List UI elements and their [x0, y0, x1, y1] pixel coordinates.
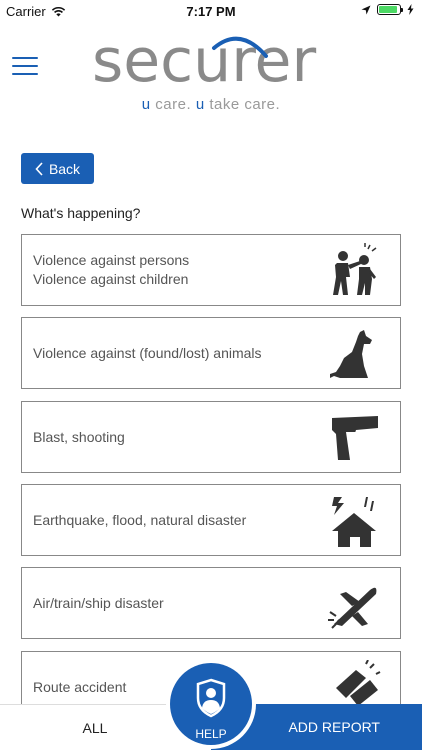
back-button[interactable]: [21, 153, 94, 184]
charging-bolt-icon: [407, 4, 414, 15]
fight-icon: [326, 243, 382, 299]
option-violence-animals[interactable]: [21, 317, 401, 389]
option-label: Blast, shooting: [33, 428, 125, 445]
securer-logo: [92, 20, 342, 100]
help-button[interactable]: [166, 659, 256, 749]
location-arrow-icon: [361, 5, 371, 15]
logo-arc-icon: [210, 30, 270, 60]
carrier-label: Carrier: [6, 4, 46, 19]
option-label: Earthquake, flood, natural disaster: [33, 511, 247, 528]
option-label-secondary: Violence against children: [33, 271, 189, 287]
chevron-left-icon: [35, 162, 43, 176]
all-tab[interactable]: ALL: [0, 704, 210, 750]
option-label: Violence against (found/lost) animals: [33, 344, 262, 361]
option-blast-shooting[interactable]: [21, 401, 401, 473]
plane-crash-icon: [326, 576, 382, 632]
option-label: Violence against persons: [33, 252, 190, 268]
help-label: HELP: [195, 727, 227, 741]
battery-icon: [377, 4, 401, 15]
logo-wordmark: securer: [92, 26, 317, 96]
storm-house-icon: [326, 493, 382, 549]
option-transport-disaster[interactable]: [21, 567, 401, 639]
pistol-icon: [326, 410, 382, 466]
option-label: Air/train/ship disaster: [33, 594, 164, 611]
shield-user-icon: [196, 678, 226, 718]
hamburger-menu-icon[interactable]: [12, 54, 40, 78]
clock: 7:17 PM: [186, 4, 236, 19]
dog-icon: [326, 326, 382, 382]
back-button-label: Back: [48, 160, 81, 177]
option-label: Route accident: [33, 678, 127, 695]
tagline: u care. u take care.: [141, 96, 281, 113]
status-bar: [0, 0, 422, 22]
add-report-button[interactable]: ADD REPORT: [211, 704, 422, 750]
option-violence-persons[interactable]: [21, 234, 401, 306]
option-natural-disaster[interactable]: [21, 484, 401, 556]
question-heading: What's happening?: [21, 205, 141, 221]
